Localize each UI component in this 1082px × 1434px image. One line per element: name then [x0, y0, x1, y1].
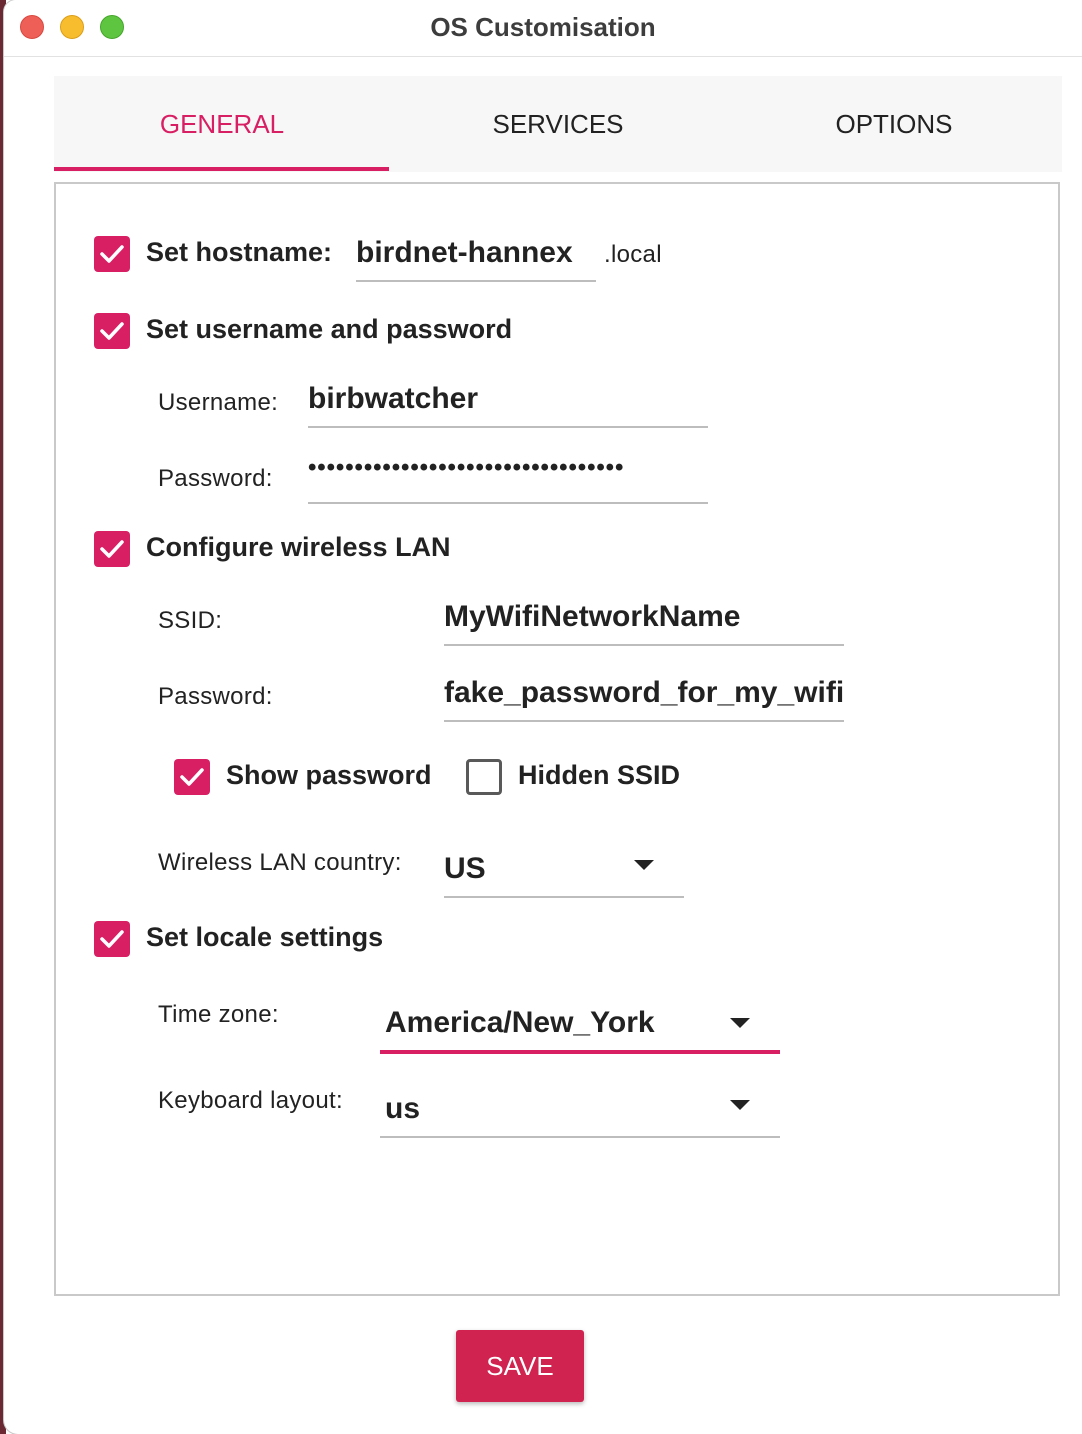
configure-wlan-label: Configure wireless LAN — [146, 532, 451, 562]
tab-services[interactable]: SERVICES — [492, 108, 624, 139]
hostname-suffix: .local — [604, 241, 662, 268]
ssid-input[interactable] — [444, 590, 844, 646]
tab-general[interactable]: GENERAL — [159, 108, 285, 139]
tab-options[interactable]: OPTIONS — [835, 108, 953, 139]
time-zone-value: America/New_York — [385, 1006, 655, 1039]
username-value: birbwatcher — [308, 382, 479, 415]
set-username-password-checkbox[interactable] — [94, 313, 130, 349]
show-password-checkbox[interactable] — [174, 759, 210, 795]
check-icon — [94, 921, 130, 957]
check-icon — [94, 313, 130, 349]
tab-bar — [54, 76, 1062, 172]
caret-down-icon — [730, 1018, 750, 1028]
ssid-label: SSID: — [158, 607, 223, 634]
general-settings-panel — [54, 182, 1060, 1296]
caret-down-icon — [634, 860, 654, 870]
ssid-value: MyWifiNetworkName — [444, 600, 741, 633]
save-button[interactable]: SAVE — [456, 1330, 584, 1402]
check-icon — [94, 531, 130, 567]
set-hostname-label: Set hostname: — [146, 237, 333, 267]
check-icon — [174, 759, 210, 795]
time-zone-select[interactable] — [380, 996, 780, 1054]
configure-wlan-checkbox[interactable] — [94, 531, 130, 567]
show-password-label: Show password — [226, 760, 432, 790]
username-label: Username: — [158, 389, 279, 416]
window-title: OS Customisation — [430, 12, 656, 42]
hidden-ssid-checkbox[interactable] — [466, 759, 502, 795]
wlan-country-value: US — [444, 852, 486, 885]
wifi-password-input[interactable] — [444, 666, 844, 722]
title-bar — [4, 0, 1082, 57]
keyboard-layout-value: us — [385, 1092, 421, 1125]
hostname-value: birdnet-hannex — [356, 236, 573, 269]
time-zone-label: Time zone: — [158, 1001, 279, 1028]
wlan-country-select[interactable] — [444, 842, 684, 898]
set-locale-checkbox[interactable] — [94, 921, 130, 957]
password-input[interactable] — [308, 448, 708, 504]
caret-down-icon — [730, 1100, 750, 1110]
hidden-ssid-label: Hidden SSID — [518, 760, 681, 790]
username-input[interactable] — [308, 372, 708, 428]
os-customisation-window — [4, 0, 1082, 1434]
keyboard-layout-label: Keyboard layout: — [158, 1087, 343, 1114]
hostname-input[interactable] — [356, 226, 596, 282]
password-label: Password: — [158, 465, 273, 492]
active-tab-indicator — [54, 167, 389, 171]
set-locale-label: Set locale settings — [146, 922, 384, 952]
check-icon — [94, 236, 130, 272]
set-hostname-checkbox[interactable] — [94, 236, 130, 272]
wifi-password-label: Password: — [158, 683, 273, 710]
password-masked-value: •••••••••••••••••••••••••••••••••• — [308, 454, 625, 481]
wlan-country-label: Wireless LAN country: — [158, 849, 402, 876]
wifi-password-value: fake_password_for_my_wifi — [444, 676, 844, 709]
set-username-password-label: Set username and password — [146, 314, 513, 344]
keyboard-layout-select[interactable] — [380, 1082, 780, 1138]
